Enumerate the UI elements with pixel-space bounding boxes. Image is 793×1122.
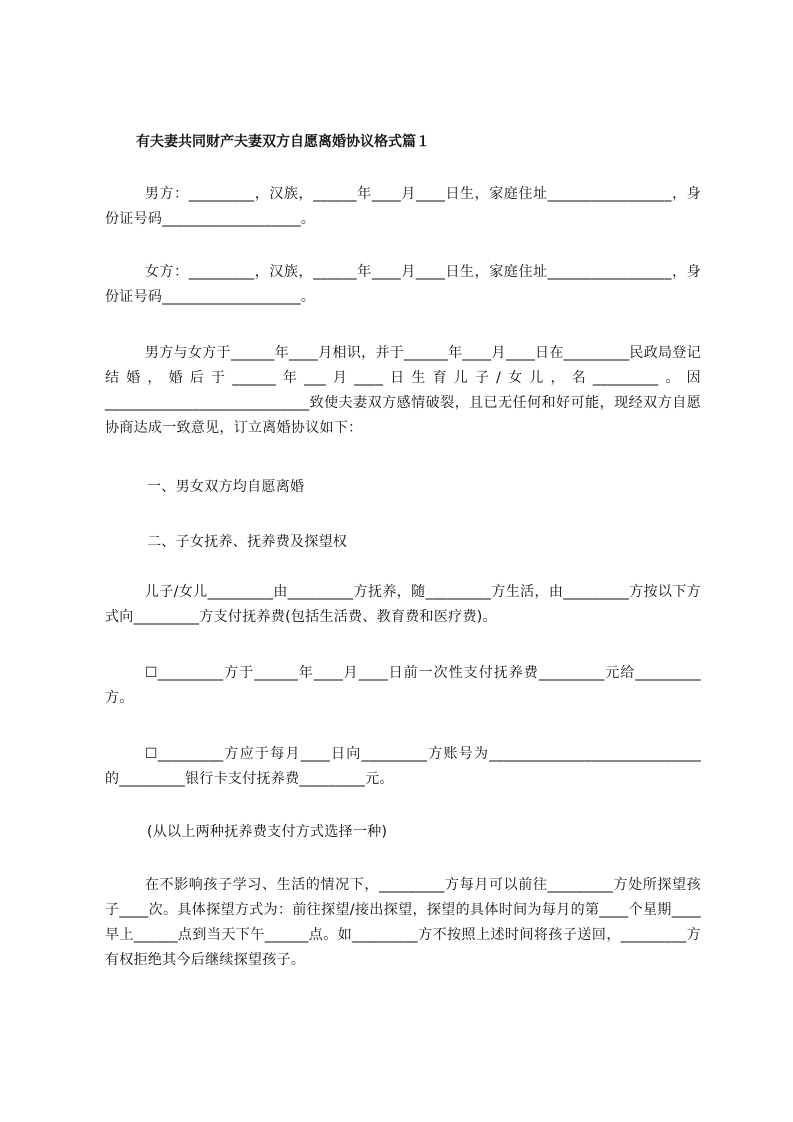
paragraph-marriage-background: 男方与女方于______年____月相识，并于______年____月____日在_________民政局登记结婚，婚后于______年___月____日生育儿子/女儿，名_________。因____________________________致使夫妻双方感情破裂，且已无任何和好可能，现经双方自愿协商达成一致意见，订立离婚协议如下： xyxy=(105,345,701,436)
section-heading-child-custody: 二、子女抚养、抚养费及探望权 xyxy=(147,534,348,550)
paragraph-visitation: 在不影响孩子学习、生活的情况下，_________方每月可以前往_________方处所探望孩子____次。具体探望方式为：前往探望/接出探望，探望的具体时间为每月的第____个星期____早上______点到当天下午______点。如_________方不按照上述时间将孩子送回，_________方有权拒绝其今后继续探望孩子。 xyxy=(105,877,701,968)
paragraph-child-custody: 儿子/女儿_________由_________方抚养，随_________方生活，由_________方按以下方式向_________方支付抚养费(包括生活费、教育费和医疗费)。 xyxy=(105,584,701,625)
paragraph-wife-info: 女方：_________，汉族，______年____月____日生，家庭住址_________________，身份证号码___________________。 xyxy=(105,264,701,305)
note-choose-one: (从以上两种抚养费支付方式选择一种) xyxy=(147,824,388,840)
document-title: 有夫妻共同财产夫妻双方自愿离婚协议格式篇１ xyxy=(136,134,430,150)
paragraph-monthly-option: ☐_________方应于每月____日向_________方账号为_____________________________的_________银行卡支付抚养费_________元。 xyxy=(105,746,701,787)
section-heading-divorce: 一、男女双方均自愿离婚 xyxy=(147,479,305,495)
paragraph-husband-info: 男方：_________，汉族，______年____月____日生，家庭住址_________________，身份证号码___________________。 xyxy=(105,186,701,227)
paragraph-lump-sum-option: ☐_________方于______年____月____日前一次性支付抚养费_________元给_________方。 xyxy=(105,665,701,706)
